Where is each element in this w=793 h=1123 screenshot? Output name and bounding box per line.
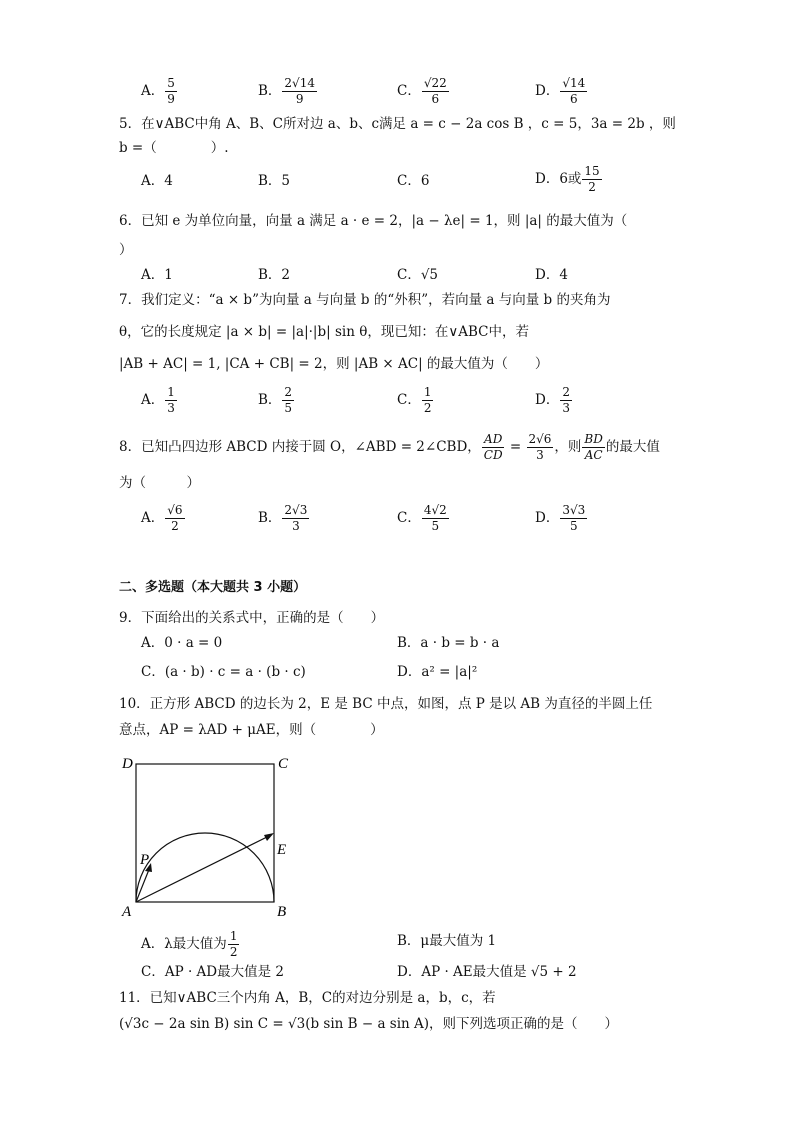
q5-option-b: B．5 — [258, 173, 291, 189]
q5-stem-line2: b =（ ）. — [119, 140, 229, 156]
q9-stem: 9．下面给出的关系式中，正确的是（ ） — [119, 610, 385, 626]
q6-stem-line2: ） — [119, 242, 133, 258]
q9-option-b: B．a · b = b · a — [397, 635, 500, 651]
vector-ae — [136, 835, 271, 902]
q10-option-d: D．AP · AE最大值是 √5 + 2 — [397, 964, 577, 980]
q5-option-a: A．4 — [141, 173, 173, 189]
square-semicircle-figure — [116, 750, 306, 920]
q7-option-b: B． $\frac{2}{5}$ — [258, 385, 293, 415]
label-e: E — [277, 842, 287, 858]
q4-option-a: A． $\frac{5}{9}$ — [141, 76, 175, 106]
q4-option-c: C． $\frac{√22}{6}$ — [397, 76, 447, 106]
q5-option-d: D．6或 $\frac{15}{2}$ — [535, 164, 600, 194]
vector-ae-arrowhead — [264, 833, 274, 841]
label-b: B — [277, 904, 287, 920]
label-c: C — [278, 756, 289, 772]
q7-option-a: A． $\frac{1}{3}$ — [141, 385, 175, 415]
q10-option-c: C．AP · AD最大值是 2 — [141, 964, 284, 980]
q9-option-d: D．a² = |a|² — [397, 664, 478, 680]
q11-stem-line2: (√3c − 2a sin B) sin C = √3(b sin B − a sin A)，则下列选项正确的是（ ） — [119, 1016, 619, 1032]
q8-option-d: D． $\frac{3√3}{5}$ — [535, 503, 586, 533]
q6-option-b: B．2 — [258, 267, 291, 283]
q5-option-c: C．6 — [397, 173, 430, 189]
q4-option-b: B． $\frac{2√14}{9}$ — [258, 76, 315, 106]
label-p: P — [140, 852, 150, 868]
q7-option-d: D． $\frac{2}{3}$ — [535, 385, 570, 415]
q7-stem-line3: |AB + AC| = 1, |CA + CB| = 2，则 |AB × AC| 的最大值为（ ） — [119, 356, 549, 372]
q8-option-b: B． $\frac{2√3}{3}$ — [258, 503, 308, 533]
q7-stem-line2: θ，它的长度规定 |a × b| = |a|·|b| sin θ，现已知：在∨ABC中，若 — [119, 324, 529, 340]
q6-stem-line1: 6．已知 e 为单位向量，向量 a 满足 a · e = 2，|a − λe| = 1，则 |a| 的最大值为（ — [119, 213, 628, 229]
q4-option-d: D． $\frac{√14}{6}$ — [535, 76, 586, 106]
q6-option-c: C．√5 — [397, 267, 439, 283]
q9-option-c: C．(a · b) · c = a · (b · c) — [141, 664, 306, 680]
label-a: A — [122, 904, 132, 920]
q8-option-a: A． $\frac{√6}{2}$ — [141, 503, 183, 533]
q8-option-c: C． $\frac{4√2}{5}$ — [397, 503, 447, 533]
q5-stem-line1: 5．在∨ABC中角 A、B、C所对边 a、b、c满足 a = c − 2a cos B ，c = 5，3a = 2b ，则 — [119, 116, 676, 132]
q10-option-a: A．λ最大值为 $\frac{1}{2}$ — [141, 929, 238, 959]
q10-stem-line1: 10．正方形 ABCD 的边长为 2，E 是 BC 中点，如图，点 P 是以 AB 为直径的半圆上任 — [119, 696, 653, 712]
q8-stem-line2: 为（ ） — [119, 475, 200, 491]
label-d: D — [122, 756, 133, 772]
section-title: 二、多选题（本大题共 3 小题） — [119, 580, 307, 595]
q10-option-b: B．μ最大值为 1 — [397, 933, 497, 949]
q10-stem-line2: 意点，AP = λAD + μAE，则（ ） — [119, 722, 384, 738]
q9-option-a: A．0 · a = 0 — [141, 635, 223, 651]
q6-option-a: A．1 — [141, 267, 173, 283]
q11-stem-line1: 11．已知∨ABC三个内角 A，B，C的对边分别是 a，b，c，若 — [119, 990, 496, 1006]
q8-stem-line1: 8．已知凸四边形 ABCD 内接于圆 O，∠ABD = 2∠CBD， $\frac{AD}{CD}$ = $\frac{2√6}{3}$ ，则 $\frac{BD}{AC}$ 的最大值 — [119, 432, 660, 462]
q6-option-d: D．4 — [535, 267, 568, 283]
q7-option-c: C． $\frac{1}{2}$ — [397, 385, 432, 415]
q7-stem-line1: 7．我们定义：“a × b”为向量 a 与向量 b 的“外积”，若向量 a 与向量 b 的夹角为 — [119, 292, 611, 308]
